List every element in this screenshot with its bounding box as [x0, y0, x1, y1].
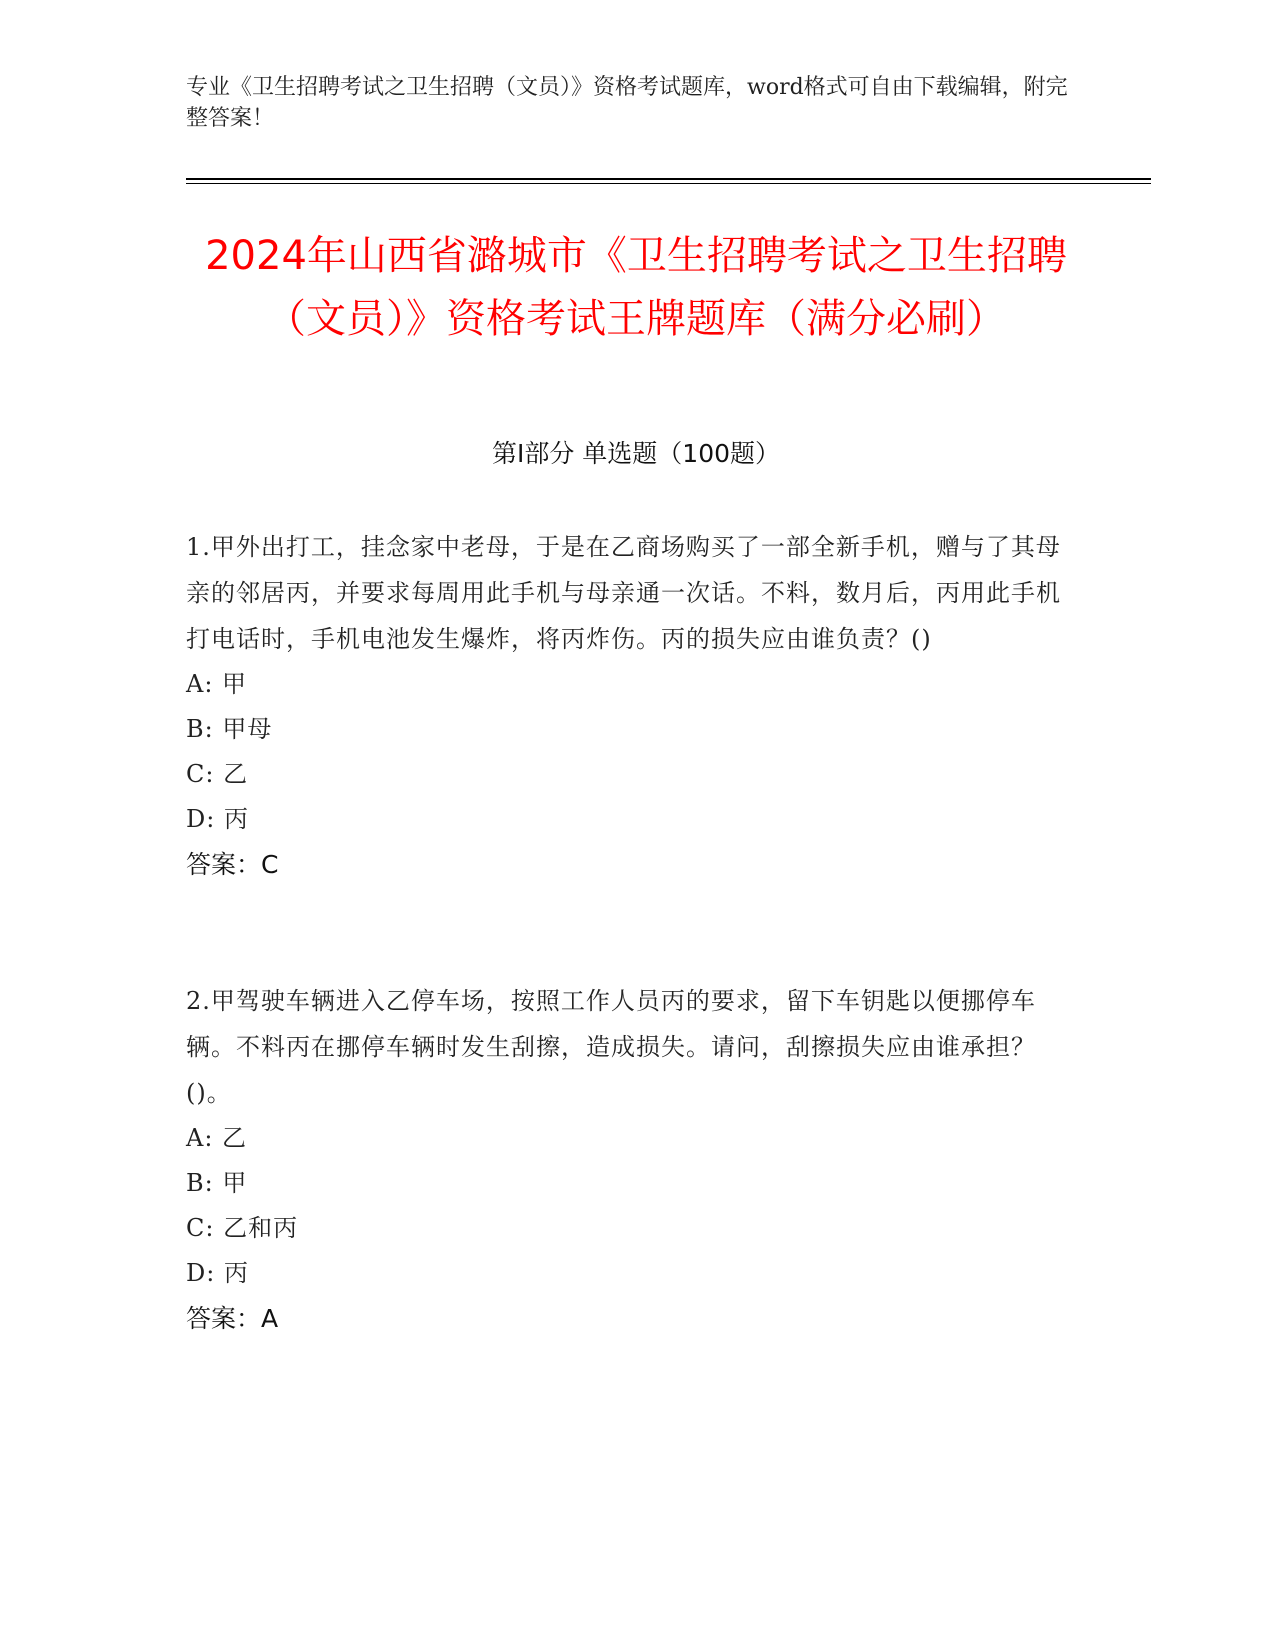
option-c: C: 乙 — [186, 760, 249, 788]
option-b: B: 甲 — [186, 1169, 248, 1197]
question-1 — [186, 524, 1066, 887]
question-stem: 2.甲驾驶车辆进入乙停车场，按照工作人员丙的要求，留下车钥匙以便挪停车辆。不料丙在挪停车辆时发生刮擦，造成损失。请问，刮擦损失应由谁承担？()。 — [186, 987, 1036, 1107]
option-c: C: 乙和丙 — [186, 1214, 299, 1242]
answer-line: 答案：A — [186, 1304, 279, 1333]
option-d: D: 丙 — [186, 1259, 249, 1287]
header-rule-thin — [186, 183, 1151, 184]
question-stem: 1.甲外出打工，挂念家中老母，于是在乙商场购买了一部全新手机，赠与了其母亲的邻居丙，并要求每周用此手机与母亲通一次话。不料，数月后，丙用此手机打电话时，手机电池发生爆炸，将丙炸伤。丙的损失应由谁负责？() — [186, 533, 1061, 653]
question-2 — [186, 978, 1066, 1341]
document-title: 2024年山西省潞城市《卫生招聘考试之卫生招聘（文员）》资格考试王牌题库（满分必刷） — [205, 233, 1067, 342]
option-a: A: 乙 — [186, 1124, 248, 1152]
answer-line: 答案：C — [186, 850, 279, 879]
header-rule-thick — [186, 178, 1151, 180]
header-note: 专业《卫生招聘考试之卫生招聘（文员）》资格考试题库，word格式可自由下载编辑，附完整答案！ — [186, 75, 1068, 131]
section-title: 第I部分 单选题（100题） — [491, 439, 781, 468]
option-d: D: 丙 — [186, 805, 249, 833]
option-a: A: 甲 — [186, 670, 248, 698]
option-b: B: 甲母 — [186, 715, 273, 743]
